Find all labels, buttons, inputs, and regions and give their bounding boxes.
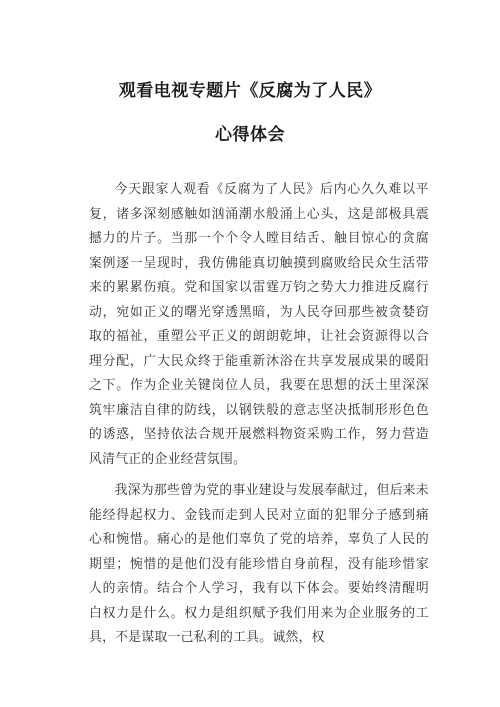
body-paragraph-2: 我深为那些曾为党的事业建设与发展奉献过，但后来未能经得起权力、金钱而走到人民对立面的犯罪分子感到痛心和惋惜。痛心的是他们辜负了党的培养，辜负了人民的期望；惋惜的是他们没有能珍惜自身前程，没有能珍惜家人的亲情。结合个人学习，我有以下体会。要始终清醒明白权力是什么。权力是组织赋予我们用来为企业服务的工具，不是谋取一己私利的工具。诚然，权 [89,483,429,645]
body-paragraph-1: 今天跟家人观看《反腐为了人民》后内心久久难以平复，诸多深刻感触如汹涌潮水般涌上心头，这是部极具震撼力的片子。当那一个个令人瞠目结舌、触目惊心的贪腐案例逐一呈现时，我仿佛能真切触摸到腐败给民众生活带来的累累伤痕。党和国家以雷霆万钧之势大力推进反腐行动，宛如正义的曙光穿透黑暗，为人民夺回那些被贪婪窃取的福祉，重塑公平正义的朗朗乾坤，让社会资源得以合理分配，广大民众终于能重新沐浴在共享发展成果的暖阳之下。作为企业关键岗位人员，我要在思想的沃土里深深筑牢廉洁自律的防线，以钢铁般的意志坚决抵制形形色色的诱惑，坚持依法合规开展燃料物资采购工作，努力营造风清气正的企业经营氛围。 [89,182,429,467]
document-title: 观看电视专题片《反腐为了人民》 [118,81,382,101]
document-body [89,178,429,658]
document-subtitle: 心得体会 [215,125,285,145]
